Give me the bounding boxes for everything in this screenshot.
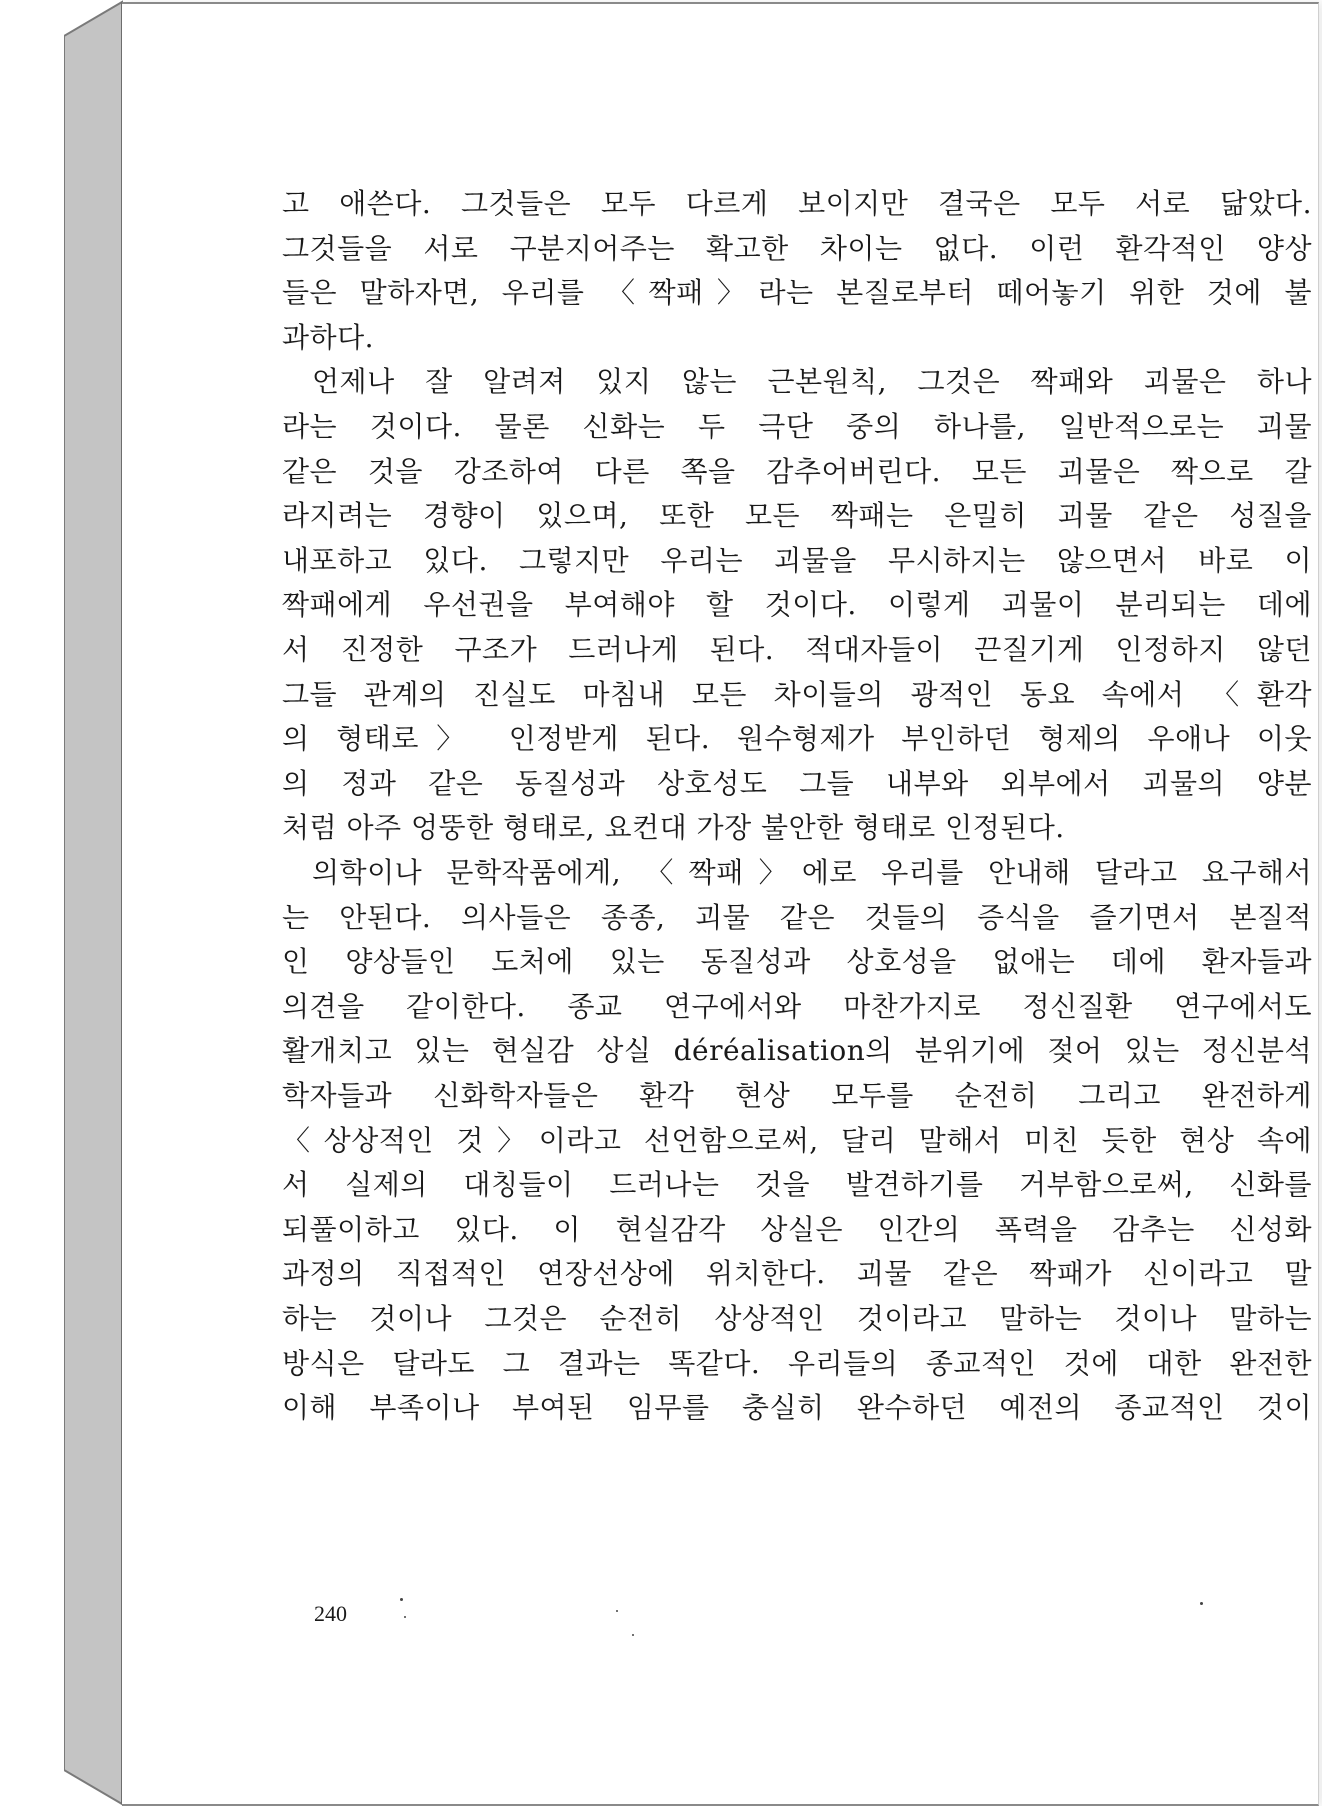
text-line: 의 정과 같은 동질성과 상호성도 그들 내부와 외부에서 괴물의 양분	[282, 767, 1312, 800]
text-line: 언제나 잘 알려져 있지 않는 근본원칙, 그것은 짝패와 괴물은 하나	[312, 365, 1312, 398]
text-line: 서 진정한 구조가 드러나게 된다. 적대자들이 끈질기게 인정하지 않던	[282, 633, 1312, 666]
text-line: 들은 말하자면, 우리를 〈짝패〉라는 본질로부터 떼어놓기 위한 것에 불	[282, 276, 1312, 309]
scan-speck	[616, 1610, 618, 1612]
text-line: 학자들과 신화학자들은 환각 현상 모두를 순전히 그리고 완전하게	[282, 1079, 1312, 1112]
text-line: 처럼 아주 엉뚱한 형태로, 요컨대 가장 불안한 형태로 인정된다.	[282, 811, 1065, 844]
text-line: 그것들을 서로 구분지어주는 확고한 차이는 없다. 이런 환각적인 양상	[282, 232, 1312, 265]
text-line: 하는 것이나 그것은 순전히 상상적인 것이라고 말하는 것이나 말하는	[282, 1302, 1312, 1335]
text-line: 되풀이하고 있다. 이 현실감각 상실은 인간의 폭력을 감추는 신성화	[282, 1213, 1312, 1246]
text-line: 의학이나 문학작품에게, 〈짝패〉에로 우리를 안내해 달라고 요구해서	[312, 856, 1312, 889]
scan-speck	[404, 1616, 406, 1618]
text-line: 는 안된다. 의사들은 종종, 괴물 같은 것들의 증식을 즐기면서 본질적	[282, 901, 1312, 934]
scan-speck	[632, 1634, 634, 1636]
text-line: 〈상상적인 것〉이라고 선언함으로써, 달리 말해서 미친 듯한 현상 속에	[282, 1124, 1312, 1157]
text-line: 고 애쓴다. 그것들은 모두 다르게 보이지만 결국은 모두 서로 닮았다.	[282, 187, 1312, 220]
text-line: 인 양상들인 도처에 있는 동질성과 상호성을 없애는 데에 환자들과	[282, 945, 1312, 978]
text-line: 서 실제의 대칭들이 드러나는 것을 발견하기를 거부함으로써, 신화를	[282, 1168, 1312, 1201]
text-line: 내포하고 있다. 그렇지만 우리는 괴물을 무시하지는 않으면서 바로 이	[282, 544, 1312, 577]
scan-speck	[400, 1598, 403, 1601]
text-line: 활개치고 있는 현실감 상실 déréalisation의 분위기에 젖어 있는 정신분석	[282, 1034, 1312, 1067]
text-line: 과하다.	[282, 321, 375, 354]
text-line: 의 형태로〉 인정받게 된다. 원수형제가 부인하던 형제의 우애나 이웃	[282, 722, 1312, 755]
text-line: 이해 부족이나 부여된 임무를 충실히 완수하던 예전의 종교적인 것이	[282, 1391, 1312, 1424]
text-line: 같은 것을 강조하여 다른 쪽을 감추어버린다. 모든 괴물은 짝으로 갈	[282, 455, 1312, 488]
book-page	[122, 2, 1319, 1806]
text-line: 그들 관계의 진실도 마침내 모든 차이들의 광적인 동요 속에서 〈환각	[282, 678, 1312, 711]
text-line: 방식은 달라도 그 결과는 똑같다. 우리들의 종교적인 것에 대한 완전한	[282, 1347, 1312, 1380]
scan-speck	[1200, 1602, 1203, 1605]
text-line: 라는 것이다. 물론 신화는 두 극단 중의 하나를, 일반적으로는 괴물	[282, 410, 1312, 443]
text-line: 짝패에게 우선권을 부여해야 할 것이다. 이렇게 괴물이 분리되는 데에	[282, 588, 1312, 621]
text-line: 라지려는 경향이 있으며, 또한 모든 짝패는 은밀히 괴물 같은 성질을	[282, 499, 1312, 532]
text-line: 의견을 같이한다. 종교 연구에서와 마찬가지로 정신질환 연구에서도	[282, 990, 1312, 1023]
text-line: 과정의 직접적인 연장선상에 위치한다. 괴물 같은 짝패가 신이라고 말	[282, 1257, 1312, 1290]
book-spine	[64, 0, 124, 1806]
page-number: 240	[314, 1601, 347, 1626]
